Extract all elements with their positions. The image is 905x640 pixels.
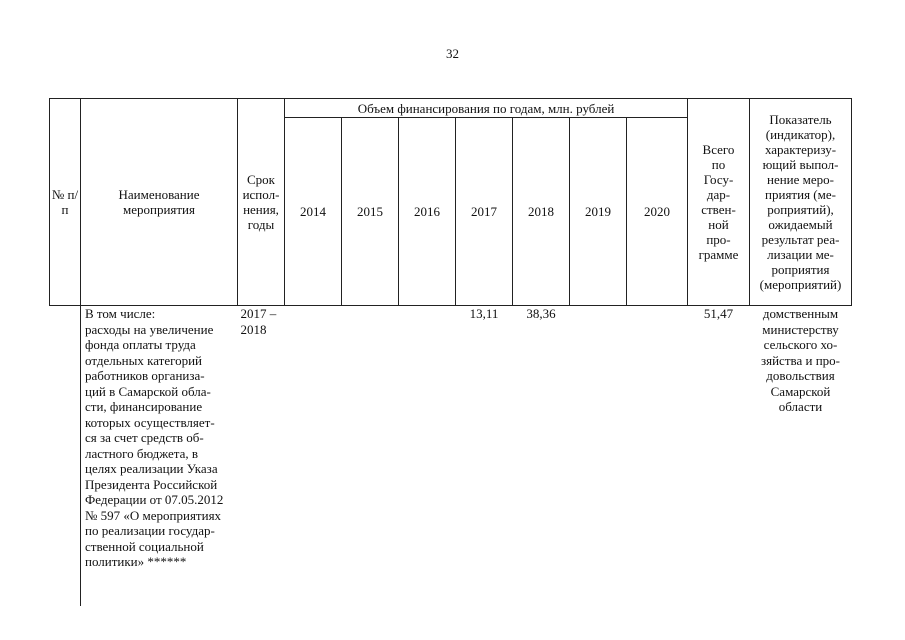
header-total-line: Госу- [703,172,734,187]
header-indicator-line: роприятий), [767,202,834,217]
name-line: политики» ****** [85,554,187,569]
cell-value-2019 [570,306,627,607]
header-indicator-line: нение меро- [767,172,834,187]
cell-value-2014 [285,306,342,607]
name-line: № 597 «О мероприятиях [85,507,222,523]
indicator-line: Самарской [770,383,831,399]
header-year-2014: 2014 [285,118,342,306]
header-financing: Объем финансирования по годам, млн. рублей [285,99,688,118]
cell-indicator [750,306,852,607]
header-indicator-line: (индикатор), [765,127,836,142]
term-line: 2017 – [240,306,277,321]
name-line: Президента Российской [85,476,218,492]
table-row [50,306,852,607]
cell-value-2017: 13,11 [469,306,499,321]
header-indicator-line: характеризу- [764,142,837,157]
header-year-2016: 2016 [399,118,456,306]
name-line: ственной социальной [85,538,204,554]
indicator-line: сельского хо- [763,337,838,352]
header-name: Наименование мероприятия [81,99,238,306]
header-indicator-line: Показатель [769,112,832,127]
term-line: 2018 [240,321,267,337]
name-line: сти, финансирование [85,399,203,414]
cell-total: 51,47 [703,306,734,321]
header-year-2019: 2019 [570,118,627,306]
financing-table [49,98,852,606]
header-total-line: по [711,157,726,172]
header-year-2018: 2018 [513,118,570,306]
page-number: 32 [446,46,459,61]
name-line: ластного бюджета, в [85,445,199,461]
cell-value-2015 [342,306,399,607]
name-line: целях реализации Указа [85,461,218,476]
header-total-line: дар- [706,187,731,202]
header-indicator [750,99,852,306]
name-line: которых осуществляет- [85,414,215,430]
name-line: расходы на увеличение [85,321,214,337]
header-year-2020: 2020 [627,118,688,306]
cell-value-2018: 38,36 [526,306,556,321]
cell-name [81,306,238,607]
header-indicator-line: ющий выпол- [762,157,839,172]
cell-number [50,306,81,607]
cell-value-2016 [399,306,456,607]
header-indicator-line: приятия (ме- [765,187,836,202]
header-indicator-line: лизации ме- [767,247,834,262]
indicator-line: домственным [762,306,839,321]
header-total [688,99,750,306]
name-line: В том числе: [85,306,156,321]
name-line: ций в Самарской обла- [85,383,211,399]
cell-term [238,306,285,607]
header-total-line: ной [708,217,729,232]
indicator-line: довольствия [766,368,835,383]
header-total-line: про- [706,232,731,247]
indicator-line: министерству [762,321,839,337]
name-line: работников организа- [85,368,205,383]
header-number: № п/п [50,99,81,306]
header-term: Срок испол-нения, годы [238,99,285,306]
cell-value-2020 [627,306,688,607]
header-indicator-line: (мероприятий) [759,277,842,292]
name-line: Федерации от 07.05.2012 [85,492,224,507]
header-total-line: Всего [702,142,735,157]
name-line: отдельных категорий [85,352,203,368]
header-indicator-line: роприятия [771,262,830,277]
header-year-2015: 2015 [342,118,399,306]
header-indicator-line: результат реа- [761,232,840,247]
header-total-line: грамме [698,247,739,262]
header-year-2017: 2017 [456,118,513,306]
header-total-line: ствен- [701,202,736,217]
name-line: по реализации государ- [85,523,215,538]
name-line: ся за счет средств об- [85,430,204,445]
header-indicator-line: ожидаемый [768,217,833,232]
name-line: фонда оплаты труда [85,337,196,352]
indicator-line: области [778,399,823,414]
indicator-line: зяйства и про- [760,352,840,368]
